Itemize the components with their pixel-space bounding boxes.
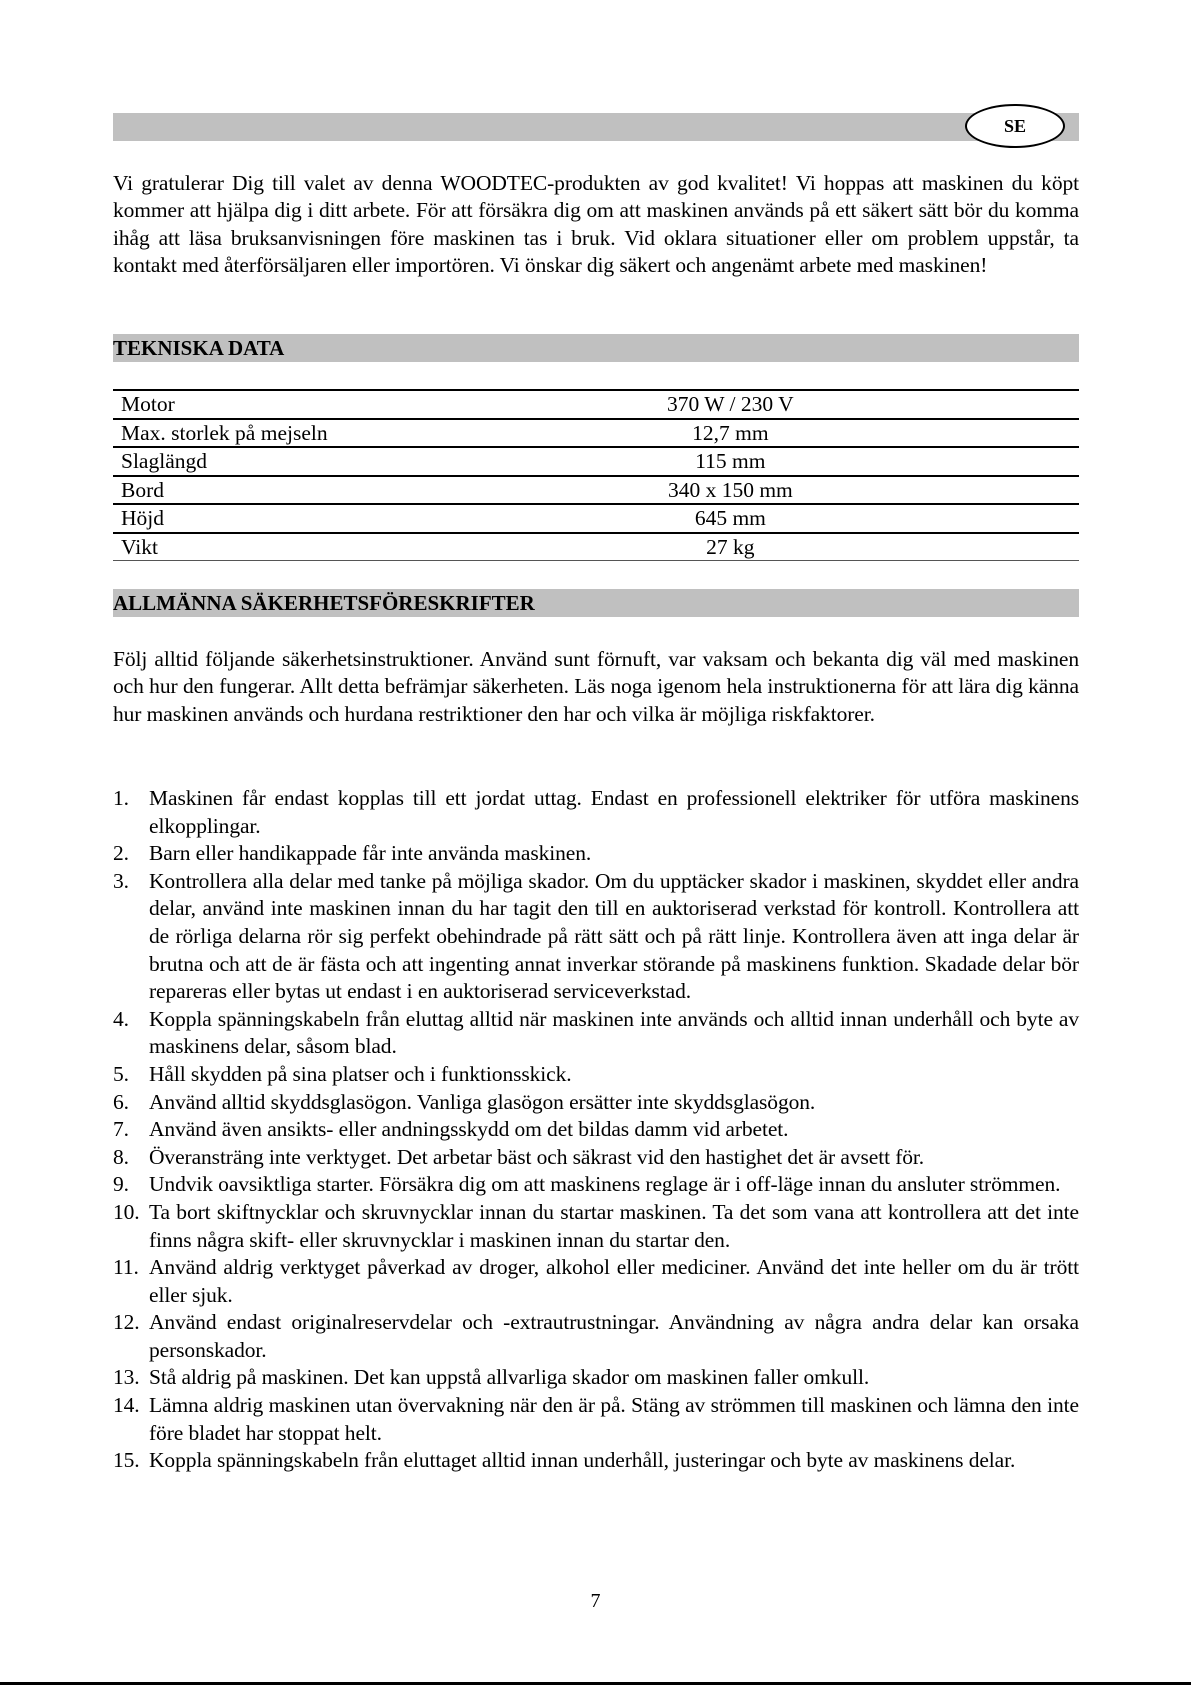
section-heading-safety: ALLMÄNNA SÄKERHETSFÖRESKRIFTER xyxy=(113,589,1079,617)
table-row xyxy=(113,390,1079,419)
list-number: 12. xyxy=(113,1310,140,1335)
list-text: Kontrollera alla delar med tanke på möjliga skador. Om du upptäcker skador i maskinen, skyddet eller andra delar, använd inte maskinen innan du har tagit den till en auktoriserad verkstad för kontroll. Kontrollera att de rörliga delarna rör sig perfekt obehindrade på rätt sätt och på rätt linje. Kontrollera även att inga delar är brutna och att de är fästa och att ingenting annat inverkar störande på maskinens funktion. Skadade delar bör repareras eller bytas ut endast i en auktoriserad serviceverkstad. xyxy=(149,868,1079,1004)
page-number: 7 xyxy=(590,1590,601,1612)
list-item xyxy=(113,1254,1079,1309)
spec-value: 12,7 mm xyxy=(519,419,1079,448)
list-number: 7. xyxy=(113,1117,129,1142)
intro-paragraph: Vi gratulerar Dig till valet av denna WOODTEC-produkten av god kvalitet! Vi hoppas att maskinen du köpt kommer att hjälpa dig i ditt arbete. För att försäkra dig om att maskinen används på ett säkert sätt bör du komma ihåg att läsa bruksanvisningen före maskinen tas i bruk. Vid oklara situationer eller om problem uppstår, ta kontakt med återförsäljaren eller importören. Vi önskar dig säkert och angenämt arbete med maskinen! xyxy=(113,171,1079,278)
list-number: 6. xyxy=(113,1089,129,1114)
list-text: Överansträng inte verktyget. Det arbetar bäst och säkrast vid den hastighet det är avsett för. xyxy=(149,1144,925,1169)
list-item xyxy=(113,1061,1079,1089)
list-number: 10. xyxy=(113,1199,140,1224)
list-item xyxy=(113,1116,1079,1144)
list-item xyxy=(113,1006,1079,1061)
list-number: 2. xyxy=(113,841,129,866)
list-text: Ta bort skiftnycklar och skruvnycklar innan du startar maskinen. Ta det som vana att kontrollera att det inte finns några skift- eller skruvnycklar i maskinen innan du startar den. xyxy=(149,1199,1079,1252)
table-row xyxy=(113,533,1079,561)
list-item xyxy=(113,1171,1079,1199)
list-number: 11. xyxy=(113,1255,139,1280)
table-row xyxy=(113,447,1079,476)
list-item xyxy=(113,868,1079,1006)
table-row xyxy=(113,476,1079,505)
list-item xyxy=(113,1199,1079,1254)
list-number: 5. xyxy=(113,1061,129,1086)
list-item xyxy=(113,840,1079,868)
list-text: Använd endast originalreservdelar och -extrautrustningar. Användning av några andra delar kan orsaka personskador. xyxy=(149,1310,1079,1362)
list-item xyxy=(113,1309,1079,1364)
language-badge: SE xyxy=(965,104,1065,148)
list-text: Maskinen får endast kopplas till ett jordat uttag. Endast en professionell elektriker för utföra maskinens elkopplingar. xyxy=(149,786,1079,838)
list-text: Undvik oavsiktliga starter. Försäkra dig om att maskinens reglage är i off-läge innan du ansluter strömmen. xyxy=(149,1172,1061,1197)
list-item xyxy=(113,1364,1079,1392)
list-text: Stå aldrig på maskinen. Det kan uppstå allvarliga skador om maskinen faller omkull. xyxy=(149,1365,870,1390)
list-text: Lämna aldrig maskinen utan övervakning när den är på. Stäng av strömmen till maskinen och lämna den inte före bladet har stoppat helt. xyxy=(149,1393,1079,1445)
spec-value: 645 mm xyxy=(519,504,1079,533)
list-item xyxy=(113,1089,1079,1117)
list-number: 8. xyxy=(113,1144,129,1169)
spec-value: 27 kg xyxy=(519,533,1079,561)
spec-label: Bord xyxy=(113,476,519,505)
list-number: 3. xyxy=(113,868,129,893)
safety-intro-paragraph: Följ alltid följande säkerhetsinstruktioner. Använd sunt förnuft, var vaksam och bekanta dig väl med maskinen och hur den fungerar. Allt detta befrämjar säkerheten. Läs noga igenom hela instruktionerna för att lära dig känna hur maskinen används och hurdana restriktioner den har och vilka är möjliga riskfaktorer. xyxy=(113,647,1079,726)
list-number: 1. xyxy=(113,786,129,810)
table-row xyxy=(113,504,1079,533)
list-text: Håll skydden på sina platser och i funktionsskick. xyxy=(149,1061,572,1086)
technical-data-table xyxy=(113,389,1079,561)
list-number: 4. xyxy=(113,1006,129,1031)
list-text: Använd alltid skyddsglasögon. Vanliga glasögon ersätter inte skyddsglasögon. xyxy=(149,1089,816,1114)
spec-label: Motor xyxy=(113,390,519,419)
spec-value: 340 x 150 mm xyxy=(519,476,1079,505)
list-item xyxy=(113,1447,1079,1475)
list-number: 9. xyxy=(113,1172,129,1197)
spec-label: Max. storlek på mejseln xyxy=(113,419,519,448)
list-item xyxy=(113,785,1079,840)
spec-value: 115 mm xyxy=(519,447,1079,476)
list-text: Barn eller handikappade får inte använda maskinen. xyxy=(149,841,592,866)
list-number: 13. xyxy=(113,1365,140,1390)
list-number: 15. xyxy=(113,1448,140,1473)
list-item xyxy=(113,1392,1079,1447)
list-text: Koppla spänningskabeln från eluttaget alltid innan underhåll, justeringar och byte av maskinens delar. xyxy=(149,1448,1016,1473)
spec-value: 370 W / 230 V xyxy=(519,390,1079,419)
safety-rules-list xyxy=(113,785,1079,1475)
list-text: Koppla spänningskabeln från eluttag alltid när maskinen inte används och alltid innan underhåll och byte av maskinens delar, såsom blad. xyxy=(149,1006,1079,1059)
spec-label: Slaglängd xyxy=(113,447,519,476)
list-number: 14. xyxy=(113,1393,140,1418)
table-row xyxy=(113,419,1079,448)
list-item xyxy=(113,1144,1079,1172)
list-text: Använd även ansikts- eller andningsskydd om det bildas damm vid arbetet. xyxy=(149,1117,789,1142)
section-heading-technical-data: TEKNISKA DATA xyxy=(113,334,1079,362)
header-bar xyxy=(113,113,1079,141)
spec-label: Vikt xyxy=(113,533,519,561)
spec-label: Höjd xyxy=(113,504,519,533)
list-text: Använd aldrig verktyget påverkad av droger, alkohol eller mediciner. Använd det inte heller om du är trött eller sjuk. xyxy=(149,1255,1079,1307)
